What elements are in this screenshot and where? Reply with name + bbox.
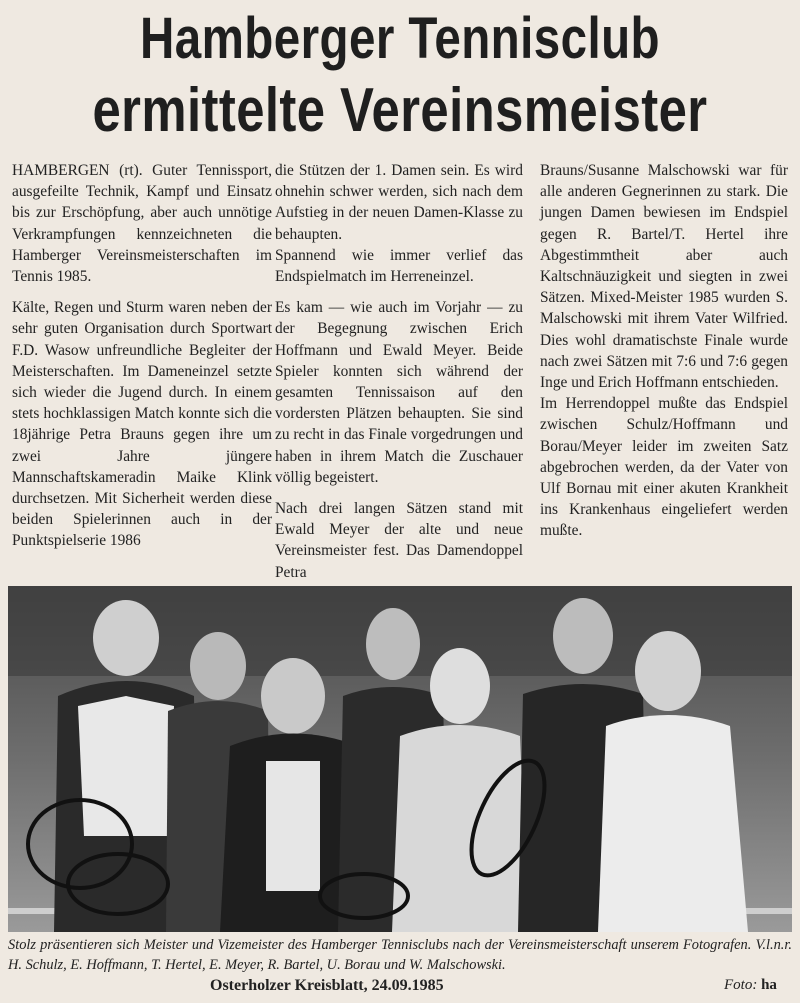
paragraph: HAMBERGEN (rt). Guter Tennissport, ausgefeilte Technik, Kampf und Einsatz bis zur Erschöpfung, aber auch unnötige Verkrampfungen kennzeichneten die Hamberger Vereinsmeisterschaften im Tennis 1985. [12, 162, 272, 286]
paragraph: Nach drei langen Sätzen stand mit Ewald Meyer der alte und neue Vereinsmeister fest. Das Damendoppel Petra [275, 500, 523, 581]
paragraph: die Stützen der 1. Damen sein. Es wird ohnehin schwer werden, sich nach dem Aufstieg in der neuen Damen-Klasse zu behaupten. [275, 162, 523, 243]
source-citation: Osterholzer Kreisblatt, 24.09.1985 [210, 977, 444, 994]
article-column-3 [540, 160, 788, 580]
paragraph: Brauns/Susanne Malschowski war für alle anderen Gegnerinnen zu stark. Die jungen Damen bewiesen im Endspiel gegen R. Bartel/T. Hertel ihre Abgestimmtheit aber auch Kaltschnäuzigkeit und siegten in zwei Sätzen. Mixed-Meister 1985 wurden S. Malschowski mit ihrem Vater Wilfried. Dies wohl dramatischste Finale wurde nach zwei Sätzen mit 7:6 und 7:6 gegen Inge und Erich Hoffmann entschieden. [540, 162, 788, 392]
photo-credit-label: Foto: [724, 977, 758, 993]
photo-credit-author: ha [761, 977, 777, 993]
paragraph: Es kam — wie auch im Vorjahr — zu der Begegnung zwischen Erich Hoffmann und Ewald Meyer. Beide Spieler konnten sich während der gesamten Tennissaison auf den vordersten Plätzen behaupten. Sie sind zu recht in das Finale vorgedrungen und haben in ihrem Match die Zuschauer völlig begeistert. [275, 299, 523, 486]
headline-line-2: ermittelte Vereinsmeister [92, 76, 708, 145]
photo-caption: Stolz präsentieren sich Meister und Vizemeister des Hamberger Tennisclubs nach der Vereinsmeisterschaft unserem Fotografen. V.l.n.r. H. Schulz, E. Hoffmann, T. Hertel, E. Meyer, R. Bartel, U. Borau und W. Malschowski. [8, 937, 792, 973]
team-photo-illustration [8, 586, 792, 932]
paragraph: Im Herrendoppel mußte das Endspiel zwischen Schulz/Hoffmann und Borau/Meyer leider im zweiten Satz abgebrochen werden, da der Vater von Ulf Bornau mit einer akuten Krankheit ins Krankenhaus eingeliefert werden mußte. [540, 395, 788, 540]
paragraph: Kälte, Regen und Sturm waren neben der sehr guten Organisation durch Sportwart F.D. Wasow unfreundliche Begleiter der Meisterschaften. Im Dameneinzel setzte sich wieder die Jugend durch. In einem stets hochklassigen Match konnte sich die 18jährige Petra Brauns gegen ihre um zwei Jahre jüngere Mannschaftskameradin Maike Klink durchsetzen. Mit Sicherheit werden diese beiden Spielerinnen auch in der Punktspielserie 1986 [12, 299, 272, 550]
headline-line-1: Hamberger Tennisclub [139, 6, 661, 71]
paragraph: Spannend wie immer verlief das Endspielmatch im Herreneinzel. [275, 246, 523, 286]
article-column-1 [12, 160, 272, 580]
team-photo [8, 586, 792, 932]
article-column-2 [275, 160, 523, 580]
photo-credit [724, 977, 777, 994]
